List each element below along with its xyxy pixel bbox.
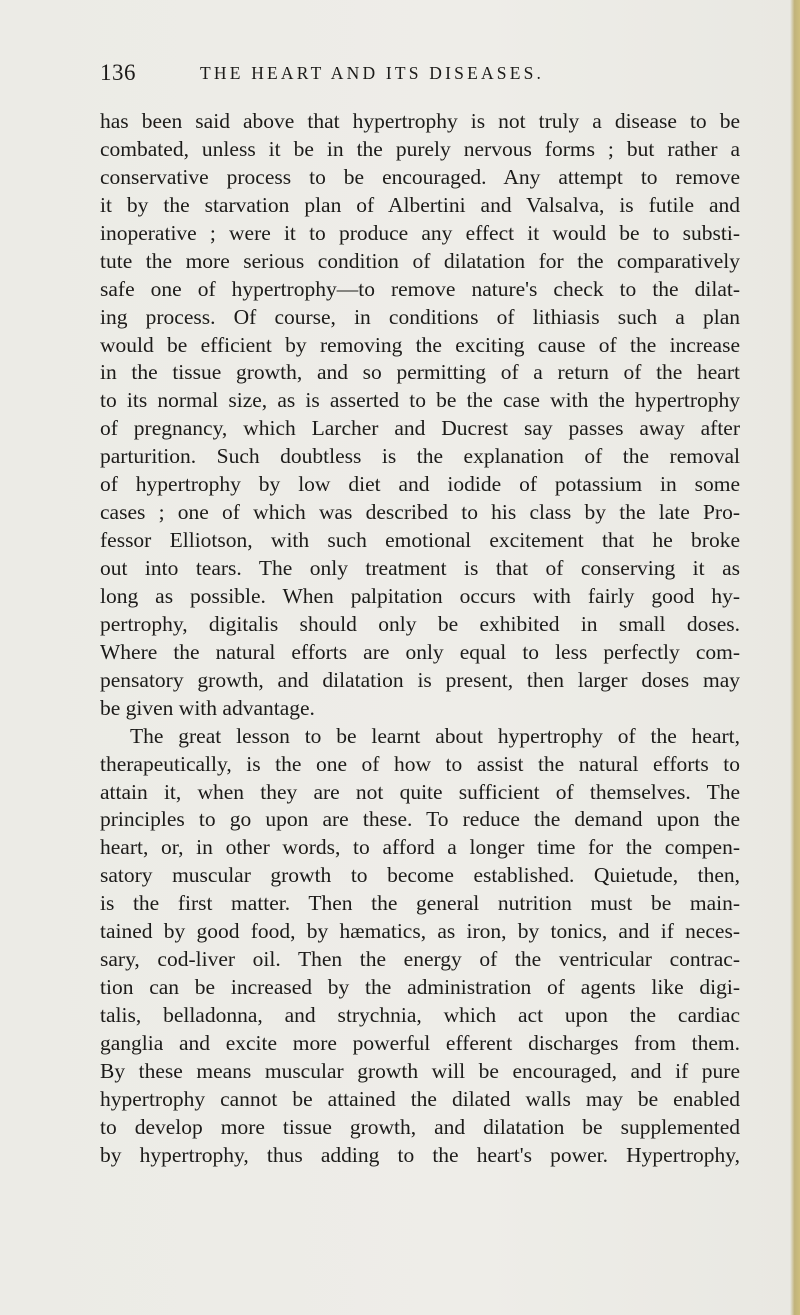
text-line: fessor Elliotson, with such emotional excitement that he broke (100, 528, 740, 553)
text-line: ing process. Of course, in conditions of lithiasis such a plan (100, 304, 740, 329)
text-line: pertrophy, digitalis should only be exhibited in small doses. (100, 611, 740, 636)
text-line: therapeutically, is the one of how to assist the natural efforts to (100, 751, 740, 776)
text-line: By these means muscular growth will be encouraged, and if pure (100, 1058, 740, 1083)
text-line: Where the natural efforts are only equal to less perfectly com- (100, 639, 740, 664)
text-line: by hypertrophy, thus adding to the heart's power. Hypertrophy, (100, 1142, 740, 1167)
text-line: parturition. Such doubtless is the explanation of the removal (100, 444, 740, 469)
text-line: conservative process to be encouraged. Any attempt to remove (100, 164, 740, 189)
text-line: to its normal size, as is asserted to be the case with the hypertrophy (100, 388, 740, 413)
running-title: THE HEART AND ITS DISEASES. (200, 63, 545, 83)
text-line: satory muscular growth to become established. Quietude, then, (100, 863, 740, 888)
body-text (100, 108, 740, 1170)
running-head (100, 60, 740, 90)
text-line: of pregnancy, which Larcher and Ducrest say passes away after (100, 416, 740, 441)
text-line: out into tears. The only treatment is that of conserving it as (100, 556, 740, 580)
text-line: would be efficient by removing the exciting cause of the increase (100, 332, 740, 357)
text-line: be given with advantage. (100, 695, 315, 720)
text-line: tute the more serious condition of dilatation for the comparatively (100, 248, 740, 273)
text-line: sary, cod-liver oil. Then the energy of the ventricular contrac- (100, 947, 740, 972)
text-line: safe one of hypertrophy—to remove nature's check to the dilat- (100, 276, 740, 301)
text-line: principles to go upon are these. To reduce the demand upon the (100, 807, 740, 832)
text-line: pensatory growth, and dilatation is present, then larger doses may (100, 667, 740, 692)
text-line: has been said above that hypertrophy is not truly a disease to be (100, 109, 740, 133)
page-edge (790, 0, 800, 1315)
text-line: ganglia and excite more powerful efferent discharges from them. (100, 1030, 740, 1055)
text-line: attain it, when they are not quite sufficient of themselves. The (100, 779, 740, 804)
text-line: heart, or, in other words, to afford a longer time for the compen- (100, 835, 740, 860)
text-line: hypertrophy cannot be attained the dilated walls may be enabled (100, 1086, 740, 1111)
text-line: in the tissue growth, and so permitting of a return of the heart (100, 360, 740, 385)
text-line: cases ; one of which was described to his class by the late Pro- (100, 500, 740, 525)
text-line: tained by good food, by hæmatics, as iron, by tonics, and if neces- (100, 919, 740, 944)
text-line: tion can be increased by the administration of agents like digi- (100, 975, 740, 1000)
text-line: talis, belladonna, and strychnia, which act upon the cardiac (100, 1003, 740, 1027)
text-line: inoperative ; were it to produce any effect it would be to substi- (100, 220, 740, 245)
text-line: it by the starvation plan of Albertini and Valsalva, is futile and (100, 192, 740, 217)
text-line: to develop more tissue growth, and dilatation be supplemented (100, 1114, 740, 1139)
paragraph-first-line: The great lesson to be learnt about hypertrophy of the heart, (130, 723, 740, 748)
text-line: long as possible. When palpitation occurs with fairly good hy- (100, 583, 740, 608)
text-line: is the first matter. Then the general nutrition must be main- (100, 891, 740, 916)
text-line: combated, unless it be in the purely nervous forms ; but rather a (100, 136, 740, 161)
text-line: of hypertrophy by low diet and iodide of potassium in some (100, 472, 740, 497)
page-number: 136 (100, 60, 136, 85)
